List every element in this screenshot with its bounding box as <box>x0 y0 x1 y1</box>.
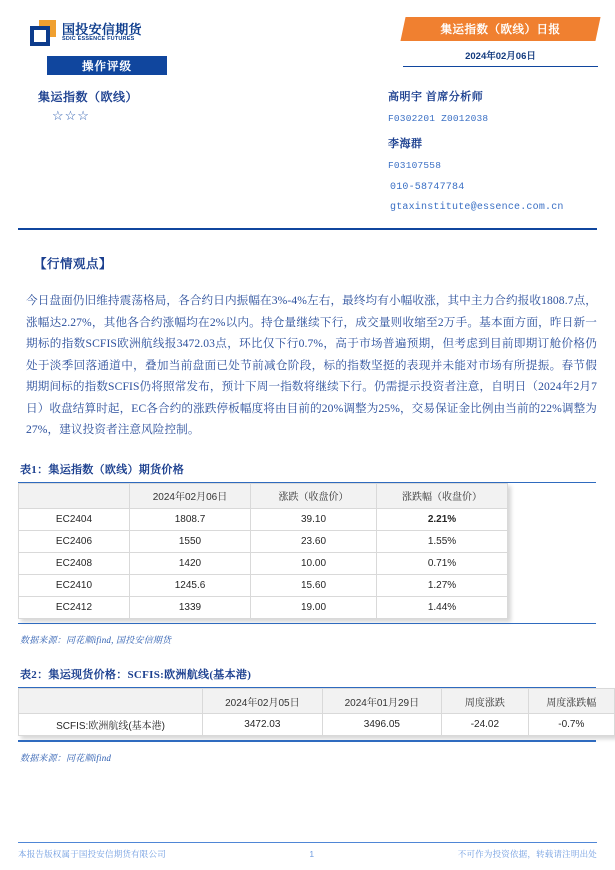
change-percent: 0.71% <box>377 552 508 574</box>
change-value: 23.60 <box>251 530 377 552</box>
change-percent: 1.27% <box>377 574 508 596</box>
contract-code: EC2410 <box>19 574 130 596</box>
change-value: 10.00 <box>251 552 377 574</box>
analyst-2-name: 李海群 <box>388 138 423 150</box>
rating-stars: ☆☆☆ <box>52 108 90 123</box>
close-price: 1339 <box>130 596 251 618</box>
index-name: SCFIS:欧洲航线(基本港) <box>19 714 203 736</box>
page-footer <box>0 842 615 861</box>
header-divider <box>18 228 597 230</box>
table-row <box>19 714 615 736</box>
change-percent: 1.55% <box>377 530 508 552</box>
table2-header-cell: 2024年02月05日 <box>203 689 323 714</box>
table2-body <box>19 714 615 736</box>
report-title-banner <box>403 17 598 41</box>
table1-body <box>19 508 508 618</box>
table2-header-cell: 周度涨跌 <box>442 689 529 714</box>
table-row <box>19 552 508 574</box>
close-price: 1420 <box>130 552 251 574</box>
report-date: 2024年02月06日 <box>403 48 598 67</box>
table2-header-cell: 周度涨跌幅 <box>528 689 614 714</box>
analyst-1-code: F0302201 Z0012038 <box>388 113 489 124</box>
table-header-row <box>19 483 508 508</box>
rating-product-name: 集运指数（欧线） <box>38 90 139 104</box>
contact-block <box>388 88 613 222</box>
contact-email[interactable]: gtaxinstitute@essence.com.cn <box>390 202 564 213</box>
footer-disclaimer: 不可作为投资依据，转载请注明出处 <box>457 849 597 859</box>
table1-header-cell: 2024年02月06日 <box>130 483 251 508</box>
close-price: 1245.6 <box>130 574 251 596</box>
table2-caption: 表2：集运现货价格：SCFIS:欧洲航线(基本港) <box>20 669 252 682</box>
logo-blue-bracket <box>30 26 50 46</box>
change-percent: 2.21% <box>377 508 508 530</box>
analyst-2-code: F03107558 <box>388 160 442 171</box>
contact-phone: 010-58747784 <box>390 182 465 193</box>
table2-bottom-rule <box>18 740 596 741</box>
weekly-change-percent: -0.7% <box>528 714 614 736</box>
change-value: 15.60 <box>251 574 377 596</box>
footer-row <box>18 848 597 860</box>
close-price: 1808.7 <box>130 508 251 530</box>
table-row <box>19 530 508 552</box>
report-header <box>0 0 615 232</box>
previous-value: 3496.05 <box>322 714 442 736</box>
footer-divider <box>18 842 597 844</box>
table1-header-cell <box>19 483 130 508</box>
table1-source: 数据来源：同花顺ifind, 国投安信期货 <box>20 635 172 646</box>
analyst-1-name: 高明宇 首席分析师 <box>388 91 484 103</box>
table-row <box>19 508 508 530</box>
table1-bottom-rule <box>18 623 596 624</box>
logo-mark-icon <box>30 20 56 46</box>
current-value: 3472.03 <box>203 714 323 736</box>
logo-name-en: SDIC ESSENCE FUTURES <box>62 36 135 43</box>
table-row <box>19 574 508 596</box>
contract-code: EC2404 <box>19 508 130 530</box>
table1-header-cell: 涨跌幅（收盘价） <box>377 483 508 508</box>
contract-code: EC2412 <box>19 596 130 618</box>
table-row <box>19 596 508 618</box>
close-price: 1550 <box>130 530 251 552</box>
table2-header-cell: 2024年01月29日 <box>322 689 442 714</box>
footer-copyright: 本报告版权属于国投安信期货有限公司 <box>18 849 166 859</box>
contract-code: EC2408 <box>19 552 130 574</box>
logo-name-cn: 国投安信期货 <box>62 22 142 38</box>
change-percent: 1.44% <box>377 596 508 618</box>
section-title-market-view: 【行情观点】 <box>34 257 113 271</box>
footer-page-number: 1 <box>309 849 315 859</box>
table1-header-cell: 涨跌（收盘价） <box>251 483 377 508</box>
change-value: 39.10 <box>251 508 377 530</box>
company-logo <box>30 20 142 46</box>
table2-block <box>0 666 615 736</box>
table2-source: 数据来源：同花顺ifind <box>20 752 112 763</box>
table1-block <box>0 461 615 619</box>
report-title: 集运指数（欧线）日报 <box>440 24 561 36</box>
contract-code: EC2406 <box>19 530 130 552</box>
table2-head <box>19 689 615 714</box>
table1-head <box>19 483 508 508</box>
futures-price-table <box>18 483 508 619</box>
logo-wordmark <box>62 23 142 43</box>
change-value: 19.00 <box>251 596 377 618</box>
operation-rating-bar: 操作评级 <box>47 56 167 75</box>
market-view-paragraph: 今日盘面仍旧维持震荡格局，各合约日内振幅在3%-4%左右，最终均有小幅收涨，其中主力合约报收1808.7点，涨幅达2.27%，其他各合约涨幅均在2%以内。持仓量继续下行，成交量则收缩至2万手。基本面方面，昨日新一期标的指数SCFIS欧洲航线报3472.03点，环比仅下行0.7%，高于市场普遍预期，但考虑到目前即期订舱价格仍处于淡季回落通道中，叠加当前盘面已处节前减仓阶段，标的指数坚挺的表现并未能对市场有所提振。春节假期期间标的指数SCFIS仍将照常发布，预计下周一指数将继续下行。仍需提示投资者注意，自明日（2024年2月7日）收盘结算时起，EC各合约的涨跌停板幅度将由目前的20%调整为25%，交易保证金比例由当前的22%调整为27%，建议投资者注意风险控制。 <box>26 294 597 436</box>
spot-price-table <box>18 688 615 736</box>
table1-caption: 表1：集运指数（欧线）期货价格 <box>20 463 184 476</box>
weekly-change: -24.02 <box>442 714 529 736</box>
table-header-row <box>19 689 615 714</box>
table2-header-cell <box>19 689 203 714</box>
